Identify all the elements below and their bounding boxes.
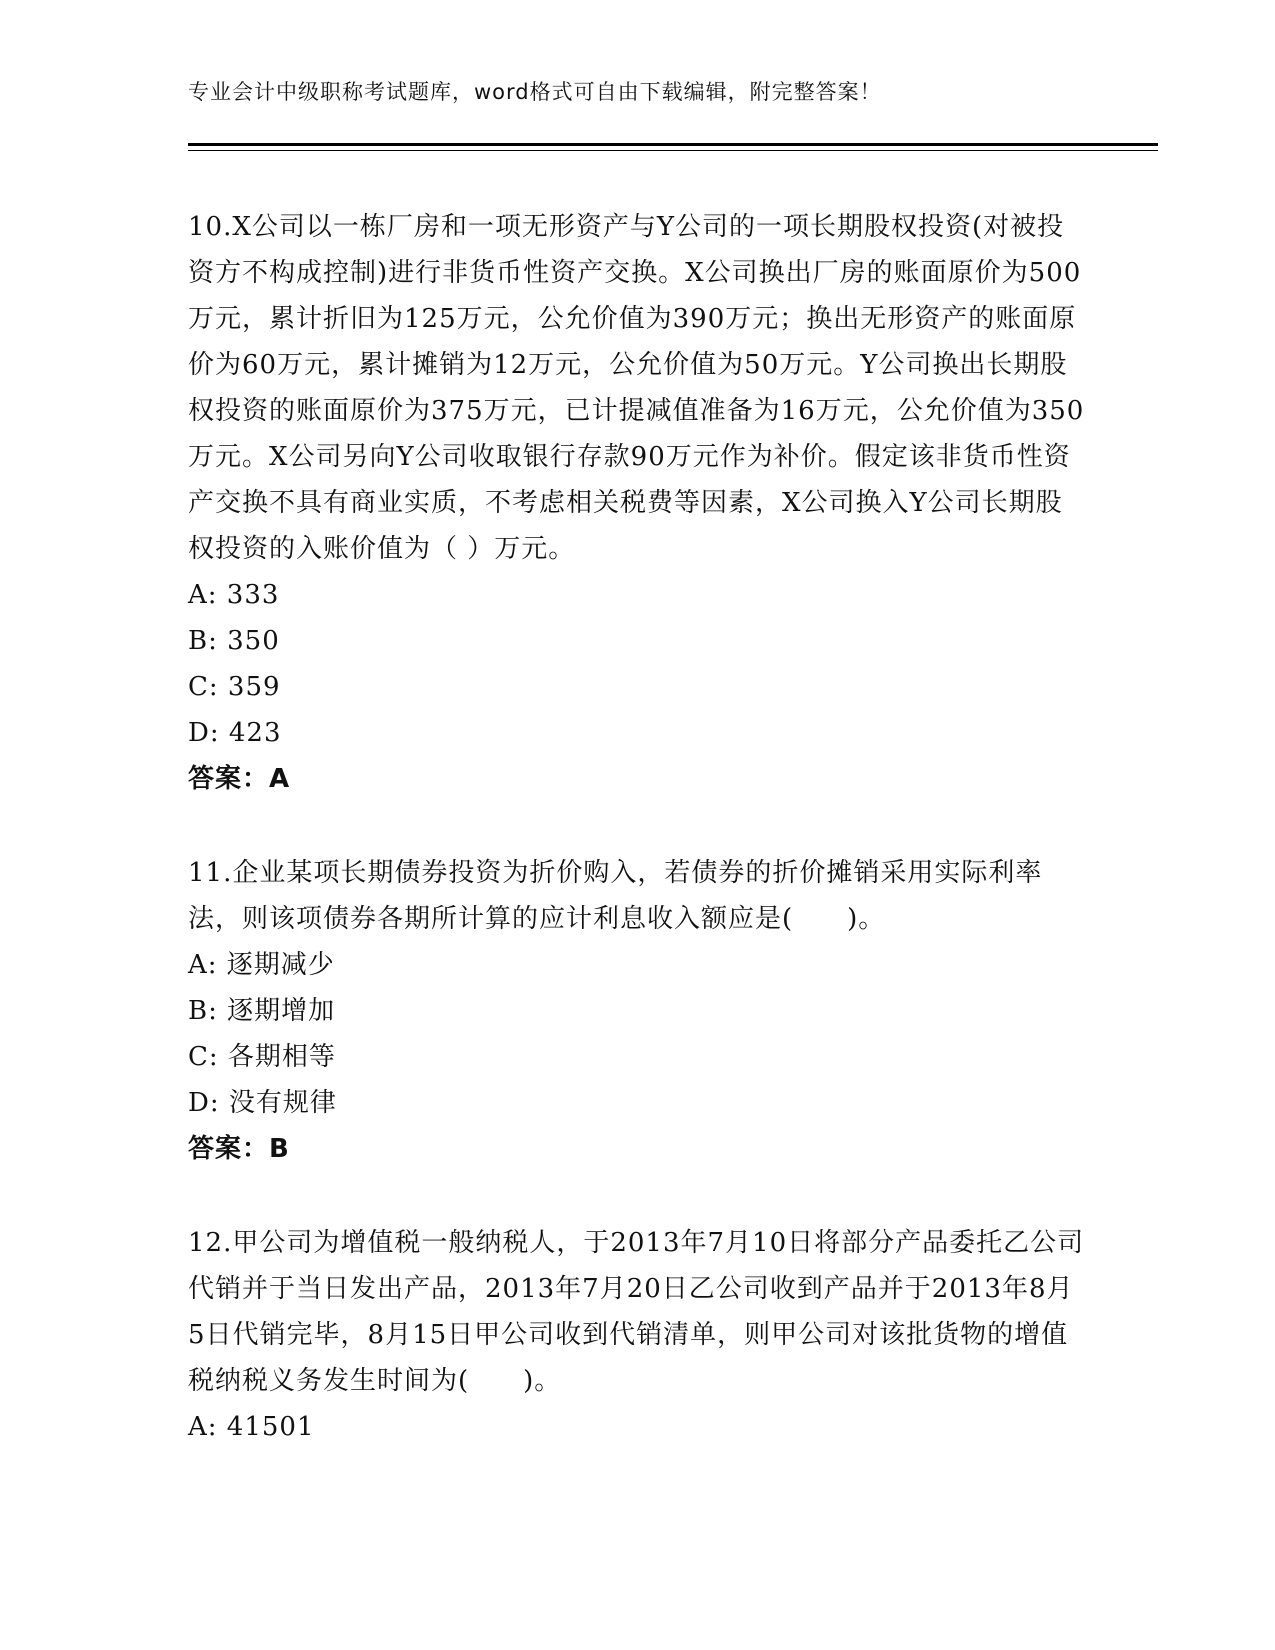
option-d: D: 没有规律 bbox=[188, 1088, 337, 1118]
option-c: C: 359 bbox=[188, 672, 281, 702]
header-rule-thin bbox=[188, 150, 1158, 151]
option-c: C: 各期相等 bbox=[188, 1042, 336, 1072]
spacer bbox=[188, 802, 1088, 850]
question-10 bbox=[188, 204, 1088, 802]
header-rule-thick bbox=[188, 143, 1158, 146]
option-a: A: 逐期减少 bbox=[188, 950, 335, 980]
question-stem: 10.X公司以一栋厂房和一项无形资产与Y公司的一项长期股权投资(对被投资方不构成控制)进行非货币性资产交换。X公司换出厂房的账面原价为500万元，累计折旧为125万元，公允价值为390万元；换出无形资产的账面原价为60万元，累计摊销为12万元，公允价值为50万元。Y公司换出长期股权投资的账面原价为375万元，已计提减值准备为16万元，公允价值为350万元。X公司另向Y公司收取银行存款90万元作为补价。假定该非货币性资产交换不具有商业实质，不考虑相关税费等因素，X公司换入Y公司长期股权投资的入账价值为（ ）万元。 bbox=[188, 212, 1085, 564]
question-11 bbox=[188, 850, 1088, 1172]
question-stem: 12.甲公司为增值税一般纳税人，于2013年7月10日将部分产品委托乙公司代销并于当日发出产品，2013年7月20日乙公司收到产品并于2013年8月5日代销完毕，8月15日甲公司收到代销清单，则甲公司对该批货物的增值税纳税义务发生时间为( )。 bbox=[188, 1228, 1085, 1396]
option-a: A: 41501 bbox=[188, 1412, 315, 1442]
option-a: A: 333 bbox=[188, 580, 280, 610]
option-d: D: 423 bbox=[188, 718, 282, 748]
answer: 答案：B bbox=[188, 1134, 290, 1164]
answer: 答案：A bbox=[188, 764, 291, 794]
question-list bbox=[188, 204, 1088, 1450]
spacer bbox=[188, 1172, 1088, 1220]
question-12 bbox=[188, 1220, 1088, 1450]
option-b: B: 350 bbox=[188, 626, 280, 656]
header-text: 专业会计中级职称考试题库，word格式可自由下载编辑，附完整答案！ bbox=[188, 80, 882, 104]
question-stem: 11.企业某项长期债券投资为折价购入，若债券的折价摊销采用实际利率法，则该项债券各期所计算的应计利息收入额应是( )。 bbox=[188, 858, 1043, 934]
option-b: B: 逐期增加 bbox=[188, 996, 336, 1026]
